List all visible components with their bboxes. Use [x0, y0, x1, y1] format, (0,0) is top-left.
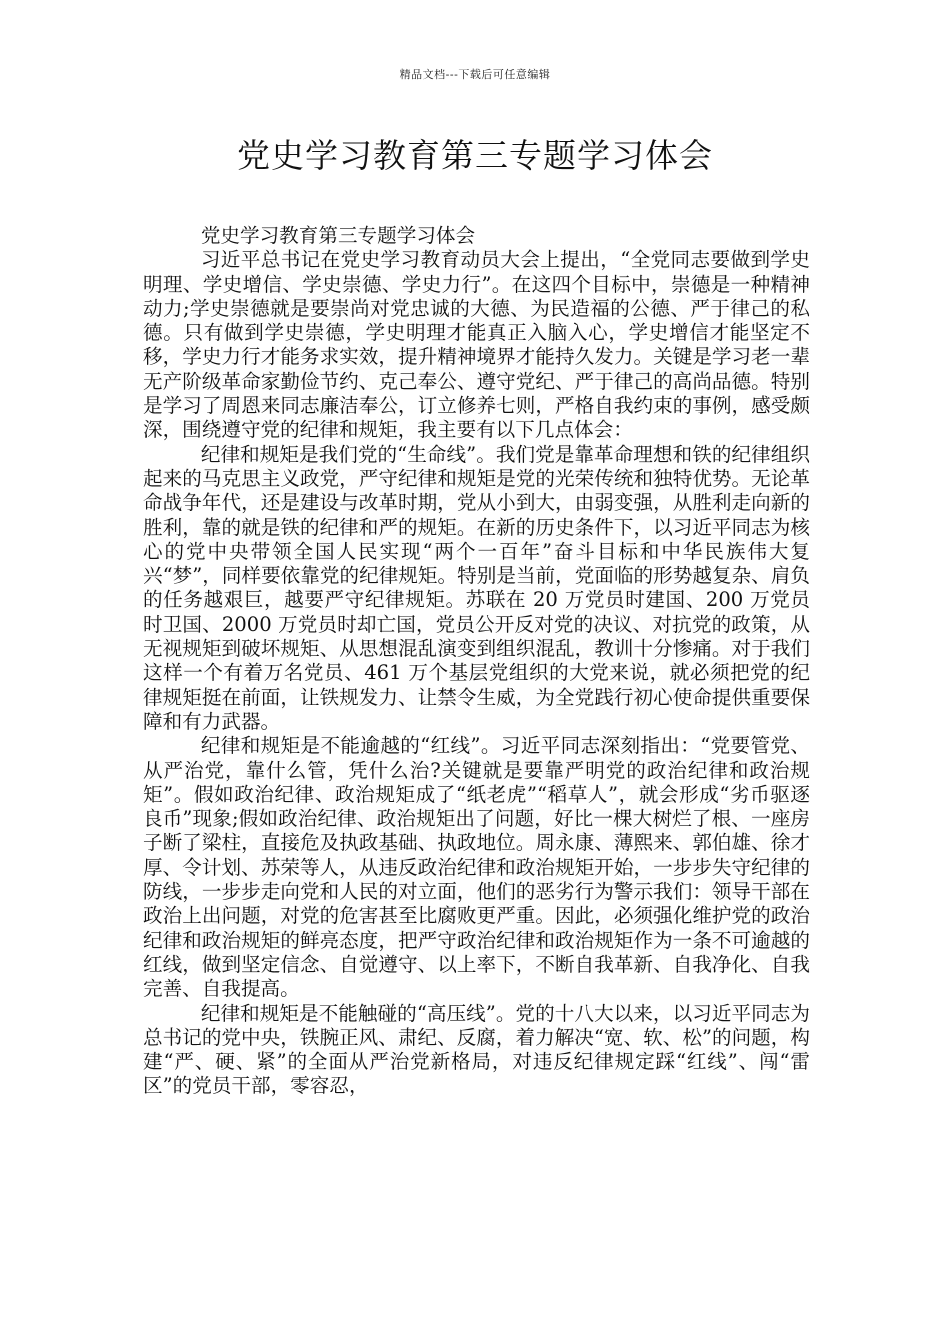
paragraph-subtitle: 党史学习教育第三专题学习体会 — [200, 224, 476, 247]
document-body — [143, 224, 810, 1099]
paragraph-high-voltage-line: 纪律和规矩是不能触碰的“高压线”。党的十八大以来，以习近平同志为总书记的党中央，铁腕正风、肃纪、反腐，着力解决“宽、软、松”的问题，构建“严、硬、紧”的全面从严治党新格局，对违反纪律规定踩“红线”、闯“雷区”的党员干部，零容忍， — [143, 1001, 810, 1098]
header-note: 精品文档---下载后可任意编辑 — [399, 68, 551, 81]
paragraph-lifeline: 纪律和规矩是我们党的“生命线”。我们党是靠革命理想和铁的纪律组织起来的马克思主义政党，严守纪律和规矩是党的光荣传统和独特优势。无论革命战争年代，还是建设与改革时期，党从小到大，由弱变强，从胜利走向新的胜利，靠的就是铁的纪律和严的规矩。在新的历史条件下，以习近平同志为核心的党中央带领全国人民实现“两个一百年”奋斗目标和中华民族伟大复兴“梦”，同样要依靠党的纪律规矩。特别是当前，党面临的形势越复杂、肩负的任务越艰巨，越要严守纪律规矩。苏联在 20 万党员时建国、200 万党员时卫国、2000 万党员时却亡国，党员公开反对党的决议、对抗党的政策，从无视规矩到破坏规矩、从思想混乱演变到组织混乱，教训十分惨痛。对于我们这样一个有着万名党员、461 万个基层党组织的大党来说，就必须把党的纪律规矩挺在前面，让铁规发力、让禁令生威，为全党践行初心使命提供重要保障和有力武器。 — [143, 442, 810, 733]
paragraph-red-line: 纪律和规矩是不能逾越的“红线”。习近平同志深刻指出：“党要管党、从严治党，靠什么管，凭什么治?关键就是要靠严明党的政治纪律和政治规矩”。假如政治纪律、政治规矩成了“纸老虎”“稻草人”，就会形成“劣币驱逐良币”现象;假如政治纪律、政治规矩出了问题，好比一棵大树烂了根、一座房子断了梁柱，直接危及执政基础、执政地位。周永康、薄熙来、郭伯雄、徐才厚、令计划、苏荣等人，从违反政治纪律和政治规矩开始，一步步失守纪律的防线，一步步走向党和人民的对立面，他们的恶劣行为警示我们：领导干部在政治上出问题，对党的危害甚至比腐败更严重。因此，必须强化维护党的政治纪律和政治规矩的鲜亮态度，把严守政治纪律和政治规矩作为一条不可逾越的红线，做到坚定信念、自觉遵守、以上率下，不断自我革新、自我净化、自我完善、自我提高。 — [143, 734, 810, 1001]
paragraph-intro: 习近平总书记在党史学习教育动员大会上提出，“全党同志要做到学史明理、学史增信、学史崇德、学史力行”。在这四个目标中，崇德是一种精神动力;学史崇德就是要崇尚对党忠诚的大德、为民造福的公德、严于律己的私德。只有做到学史崇德，学史明理才能真正入脑入心，学史增信才能坚定不移，学史力行才能务求实效，提升精神境界才能持久发力。关键是学习老一辈无产阶级革命家勤俭节约、克己奉公、遵守党纪、严于律己的高尚品德。特别是学习了周恩来同志廉洁奉公，订立修养七则，严格自我约束的事例，感受颇深，围绕遵守党的纪律和规矩，我主要有以下几点体会： — [143, 248, 810, 442]
document-title: 党史学习教育第三专题学习体会 — [237, 136, 713, 175]
